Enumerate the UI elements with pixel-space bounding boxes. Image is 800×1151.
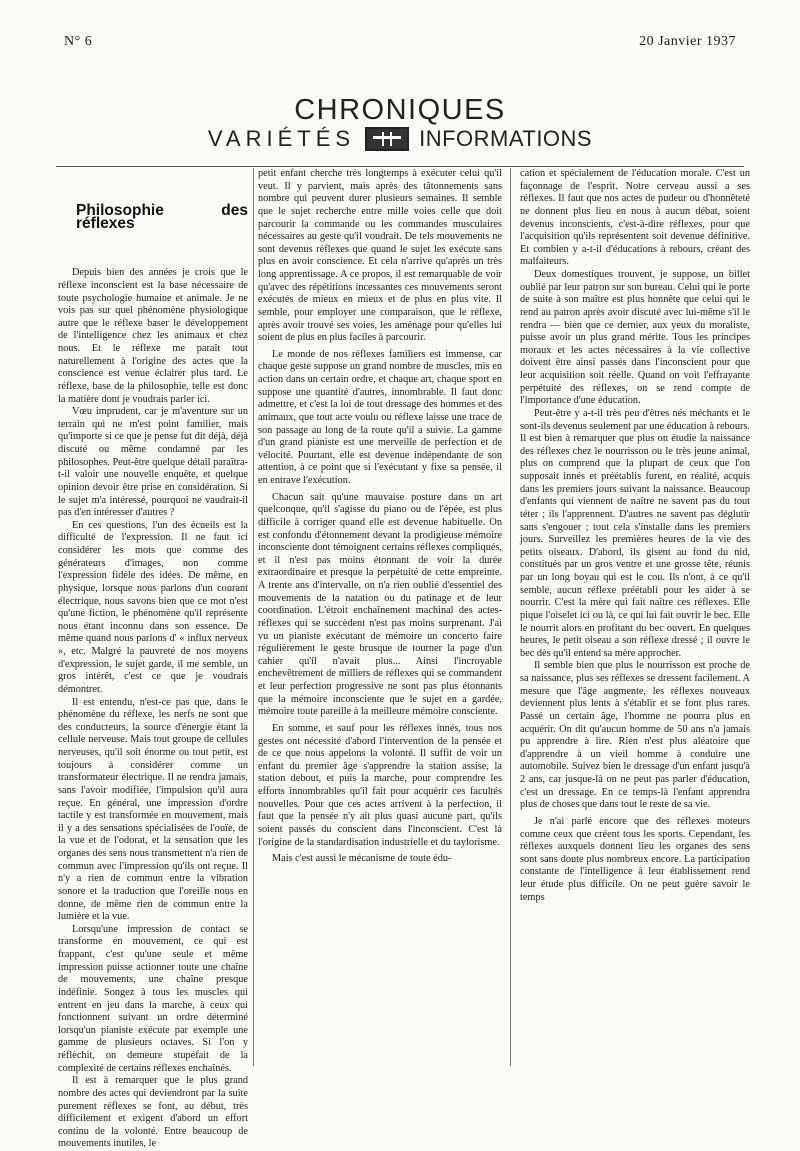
paragraph: Vœu imprudent, car je m'aventure sur un terrain qui ne m'est point familier, mais qu'importe si ce que je pense fut dit déjà, déjà discuté ou même condamné par les philosophes. Peut-être quelque détail paraîtra-t-il valoir une nouvelle enquête, et quelque opinion devoir être prise en considération. Si le sujet m'a intéressé, pourquoi ne vaudrait-il pas d'en intéresser d'autres ?: [58, 406, 248, 519]
paragraph: Deux domestiques trouvent, je suppose, un billet oublié par leur patron sur son bureau. Celui qui le porte de suite à son maître est plus honnête que celui qui le rend au patron après avoir discuté avec lui-même s'il le rendra — bien que ce dernier, aux yeux du moraliste, puisse avoir un plus grand mérite. Tous les principes moraux et les actes nécessaires à la vie collective doivent être ainsi passés dans l'inconscient pour que leur acquisition soit réelle. Quand on voit l'effrayante perpétuité des réflexes, on se rend compte de l'importance d'une éducation.: [520, 269, 750, 407]
paragraph: Je n'ai parlé encore que des réflexes moteurs comme ceux que créent tous les sports. Cependant, les réflexes auxquels donnent lieu les organes des sens sont sans doute plus nombreux encore. La participation constante de l'intelligence à leur établissement rend leur étude plus difficile. On ne peut guère savoir le temps: [520, 815, 750, 903]
article-column-3: [520, 168, 750, 1066]
article-column-2: [258, 168, 502, 1066]
paragraph: Il est à remarquer que le plus grand nombre des actes qui deviendront par la suite purement réflexes se font, au début, très difficilement et exigent d'abord un effort continu de la volonté. Entre beaucoup de mouvements inutiles, le: [58, 1075, 248, 1150]
column-divider: [510, 168, 511, 1066]
masthead-rule: [56, 166, 744, 167]
paragraph: En ces questions, l'un des écueils est la difficulté de l'expression. Il ne faut ici considérer les mots que comme des générateurs d'images, non comme l'expression fidèle des idées. De même, en physique, lorsque nous parlons d'un courant électrique, nous savons bien que ce mot n'est qu'une fiction, le phénomène qu'il représente nous étant inconnu dans son essence. De même quand nous parlons d' « influx nerveux », etc. Malgré la pauvreté de nos moyens d'expression, le sujet garde, il me semble, un gros intérêt, c'est ce que je voudrais démontrer.: [58, 519, 248, 695]
article-title: Philosophie des réflexes: [76, 202, 248, 232]
paragraph: cation et spécialement de l'éducation morale. C'est un façonnage de l'esprit. Notre cerveau aussi a ses réflexes. Il faut que nos actes de pudeur ou d'honnêteté ne donnent plus lieu en nous à aucun débat, soient devenus inconscients, c'est-à-dire réflexes, pour que l'acquisition qu'ils représentent soit devenue définitive. Et combien y a-t-il d'éducations à rebours, créant des malfaiteurs.: [520, 168, 750, 268]
column-divider: [253, 168, 254, 1066]
paragraph: petit enfant cherche très longtemps à exécuter celui qu'il veut. Il y parvient, mais après des tâtonnements sans nombre qui peuvent durer plusieurs semaines. Il semble que le sujet recherche entre mille voies celle que doit parcourir la commande ou les commandes musculaires nécessaires au geste qu'il voudrait. De tels mouvements ne sont devenus réflexes que quand le sujet les exécute sans plus en avoir conscience. Et cela n'arrive qu'après un très long apprentissage. A ce propos, il est remarquable de voir qu'avec des répétitions incessantes ces mouvements seront exécutés de mieux en mieux et de plus en plus vite. Il semble, pour employer une comparaison, que le réflexe, après avoir trouvé ses voies, les aménage pour qu'elles lui soient de plus en plus faciles à parcourir.: [258, 168, 502, 344]
paragraph: Il est entendu, n'est-ce pas que, dans le phénomène du réflexe, les nerfs ne sont que des conducteurs, la source d'énergie étant la cellule nerveuse. Mais tout groupe de cellules nerveuses, qu'il soit énorme ou tout petit, est toujours à considérer comme un transformateur électrique. Il ne rendra jamais, sans l'avoir modifiée, l'impulsion qu'il aura reçue. En général, une impression d'ordre tactile y est transformée en mouvement, mais il y a des sensations spécialisées de l'ouïe, de la vue et de l'odorat, et la sensation que les organes des sens nous transmettent n'a rien de commun avec l'impression qu'ils ont reçue. Il n'y a rien de commun entre la vibration sonore et la traduction que l'oreille nous en donne, de même rien de commun entre la lumière et la vue.: [58, 696, 248, 923]
issue-date: 20 Janvier 1937: [639, 34, 736, 49]
paragraph: Peut-être y a-t-il très peu d'êtres nés méchants et le sont-ils devenus seulement par une éducation à rebours. Il est bien à remarquer que plus on étudie la naissance des réflexes chez le nourrisson ou le très jeune animal, plus on comprend que la plupart de ceux que l'on supposait innés et préétablis furent, en réalité, acquis dans les premiers jours suivant la naissance. Beaucoup d'enfants qui viennent de naître ne savent pas du tout téter ; ils l'apprennent. D'autres ne savent pas déglutir sans s'engouer ; tout cela s'installe dans les premiers jours. Surveillez les premières heures de la vie des petits oiseaux. D'abord, ils gisent au fond du nid, constitués par un gros ventre et une grosse tête, réunis par un long boyau qui est le cou. Ils n'ont, à ce qu'il semble, aucun réflexe préétabli pour les aider à se nourrir. C'est la mère qui fait naître ces réflexes. Elle pique l'oiselet ici ou là, ce qui lui fait ouvrir le bec. Elle le nourrit alors en profitant du bec ouvert. En quelques heures, le petit oiseau a son réflexe dressé ; il ouvre le bec dès qu'il entend sa mère approcher.: [520, 407, 750, 659]
decorative-ornament-icon: [365, 127, 409, 151]
paragraph: Il semble bien que plus le nourrisson est proche de sa naissance, plus ses réflexes se dressent facilement. A mesure que l'âge augmente, les réflexes nouveaux deviennent plus lents à s'établir et se font plus rares. Passé un certain âge, l'homme ne pourra plus en acquérir. On dit qu'aucun homme de 50 ans n'a jamais pu apprendre à lire. Rien n'est plus aléatoire que d'apprendre à un vieil homme à conduire une automobile. Suivez bien le dressage d'un enfant jusqu'à 2 ans, car jusque-là on ne peut pas parler d'éducation, c'est un dressage. En ce temps-là l'enfant apprendra plus de choses que dans tout le reste de sa vie.: [520, 660, 750, 811]
paragraph: Mais c'est aussi le mécanisme de toute édu-: [272, 853, 452, 865]
issue-number: N° 6: [64, 34, 93, 49]
paragraph: Chacun sait qu'une mauvaise posture dans un art quelconque, qu'il s'agisse du piano ou de l'épée, est plus difficile à corriger quand elle est devenue habituelle. On est confondu d'étonnement devant la prodigieuse mémoire inconsciente dont témoignent certains réflexes compliqués, et il n'est pas moins étonnant de voir la durée extraordinaire et presque la perpétuité de cette empreinte. A trente ans d'intervalle, on n'a rien oublié d'essentiel des mouvements de la natation ou du patinage et de leur coordination. L'étroit enchaînement machinal des actes-réflexes qui se succèdent n'est pas moins surprenant. J'ai vu un pianiste exécutant de mémoire un concerto faire régulièrement le geste brusque de tourner la page d'un cahier qu'il n'avait plus... Ainsi l'incroyable enchevêtrement de milliers de réflexes qui se commandent et leur perfection progressive ne sont pas plus étonnants que la mémoire inconsciente que le sujet en a gardée, mémoire toute pareille à la meilleure mémoire consciente.: [258, 491, 502, 718]
masthead-varietes: VARIÉTÉS: [207, 126, 356, 151]
masthead-informations: INFORMATIONS: [419, 126, 593, 151]
paragraph: Le monde de nos réflexes familiers est immense, car chaque geste suppose un grand nombre de muscles, mis en action dans un certain ordre, et chaque art, chaque sport en suppose une quantité d'autres, innombrable. Il faut donc admettre, et c'est la loi de tout dressage des hommes et des animaux, que tout acte voulu ou réflexe laisse une trace de son passage au long de la route qu'il a suivie. La gamme d'un grand pianiste est une merveille de perfection et de vélocité. Pourtant, elle est devenue indépendante de son attention, à ce point que si l'exécutant y fixe sa pensée, il en entrave l'exécution.: [258, 348, 502, 486]
paragraph: Depuis bien des années je crois que le réflexe inconscient est la base nécessaire de toute psychologie humaine et animale. Je ne vois pas sur quel phénomène physiologique autre que le réflexe baser le développement de l'intelligence chez les animaux et chez nous. Et le réflexe me paraît tout naturellement à l'origine des actes que la conscience est venue éclairer plus tard. Le réflexe, base de la philosophie, telle est donc la matière dont je voudrais parler ici.: [58, 267, 248, 405]
article-column-1: [58, 168, 248, 1150]
masthead-title: CHRONIQUES: [294, 94, 506, 126]
masthead-subtitle: [0, 126, 800, 152]
paragraph: Lorsqu'une impression de contact se transforme en mouvement, ce qui est frappant, c'est qu'une seule et même impression puisse actionner toute une chaîne de mouvements, une chaîne presque indéfinie. Songez à tous les muscles qui entrent en jeu dans la marche, à ceux qui fonctionnent suivant un ordre déterminé lorsqu'un pianiste exécute par exemple une gamme de plusieurs octaves. Si l'on y réfléchit, on demeure stupéfait de la complexité de certains réflexes enchaînés.: [58, 923, 248, 1074]
paragraph: En somme, et sauf pour les réflexes innés, tous nos gestes ont nécessité d'abord l'intervention de la pensée et de ce que nous appelons la volonté. Il suffit de voir un enfant du premier âge s'apprendre la station assise, la station debout, et puis la marche, pour comprendre les efforts innombrables qu'il fait pour acquérir ces facultés nouvelles. Pour que ces actes arrivent à la perfection, il faut que la pensée n'y ait plus quasi aucune part, qu'ils soient passés du conscient dans l'inconscient. C'est là l'origine de la standardisation industrielle et du taylorisme.: [258, 722, 502, 848]
